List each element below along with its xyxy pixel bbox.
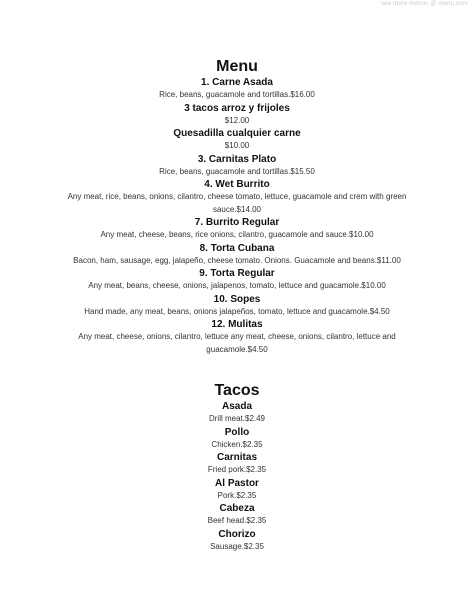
item-description: Beef head.$2.35 <box>207 516 267 525</box>
item-description: Rice, beans, guacamole and tortillas.$15.50 <box>159 166 315 176</box>
item-name: Asada <box>221 401 252 412</box>
item-description: Drill meat.$2.49 <box>208 414 266 423</box>
item-name: 12. Mulitas <box>211 319 263 330</box>
taco-item <box>0 451 474 477</box>
item-description: Pork.$2.35 <box>217 490 257 500</box>
section-title-menu: Menu <box>216 58 258 75</box>
item-name: 3 tacos arroz y frijoles <box>184 102 290 114</box>
menu-item <box>0 318 474 356</box>
item-name: Quesadilla cualquier carne <box>173 128 301 139</box>
item-name: 4. Wet Burrito <box>204 179 270 190</box>
item-name: 10. Sopes <box>213 293 261 305</box>
taco-item <box>0 400 474 426</box>
item-description: Any meat, cheese, beans, rice onions, cilantro, guacamole and sauce.$10.00 <box>100 230 374 239</box>
item-name: Cabeza <box>219 503 255 514</box>
menu-item <box>0 178 474 216</box>
item-name: 7. Burrito Regular <box>194 217 280 228</box>
menu-item <box>0 293 474 319</box>
item-name: Pollo <box>224 426 250 438</box>
item-description: Any meat, cheese, onions, cilantro, lettuce any meat, cheese, onions, cilantro, lettuce and guacamole.$4.50 <box>78 332 396 354</box>
menu-item <box>0 216 474 242</box>
tacos-section <box>0 356 474 553</box>
item-description: Hand made, any meat, beans, onions jalapeños, tomato, lettuce and guacamole.$4.50 <box>84 306 390 316</box>
section-title-tacos: Tacos <box>214 382 260 399</box>
item-name: 8. Torta Cubana <box>199 242 275 254</box>
taco-item <box>0 426 474 452</box>
menu-item <box>0 242 474 268</box>
item-description: Any meat, rice, beans, onions, cilantro, cheese tomato, lettuce, guacamole and crem with green sauce.$14.00 <box>67 192 407 214</box>
menu-item <box>0 127 474 153</box>
item-name: Carnitas <box>216 452 257 463</box>
watermark: see more menus @ menu.com <box>380 1 468 7</box>
item-name: 3. Carnitas Plato <box>197 153 277 165</box>
taco-item <box>0 528 474 554</box>
menu-item <box>0 153 474 179</box>
menu-item <box>0 267 474 293</box>
item-name: Al Pastor <box>215 477 259 489</box>
item-description: Sausage.$2.35 <box>210 541 264 551</box>
item-description: Chicken.$2.35 <box>211 439 263 449</box>
item-description: Fried pork.$2.35 <box>207 465 267 474</box>
item-description: Any meat, beans, cheese, onions, jalapenos, tomato, lettuce and guacamole.$10.00 <box>88 281 386 290</box>
item-description: Rice, beans, guacamole and tortillas.$16.00 <box>159 90 315 99</box>
taco-item <box>0 477 474 503</box>
menu-item <box>0 102 474 128</box>
item-name: Chorizo <box>218 528 256 540</box>
item-description: $10.00 <box>224 141 250 150</box>
item-name: 9. Torta Regular <box>199 268 275 279</box>
taco-item <box>0 502 474 528</box>
item-description: $12.00 <box>224 115 250 125</box>
item-description: Bacon, ham, sausage, egg, jalapeño, cheese tomato. Onions. Guacamole and beans.$11.00 <box>73 255 401 265</box>
menu-item <box>0 76 474 102</box>
item-name: 1. Carne Asada <box>201 77 273 88</box>
